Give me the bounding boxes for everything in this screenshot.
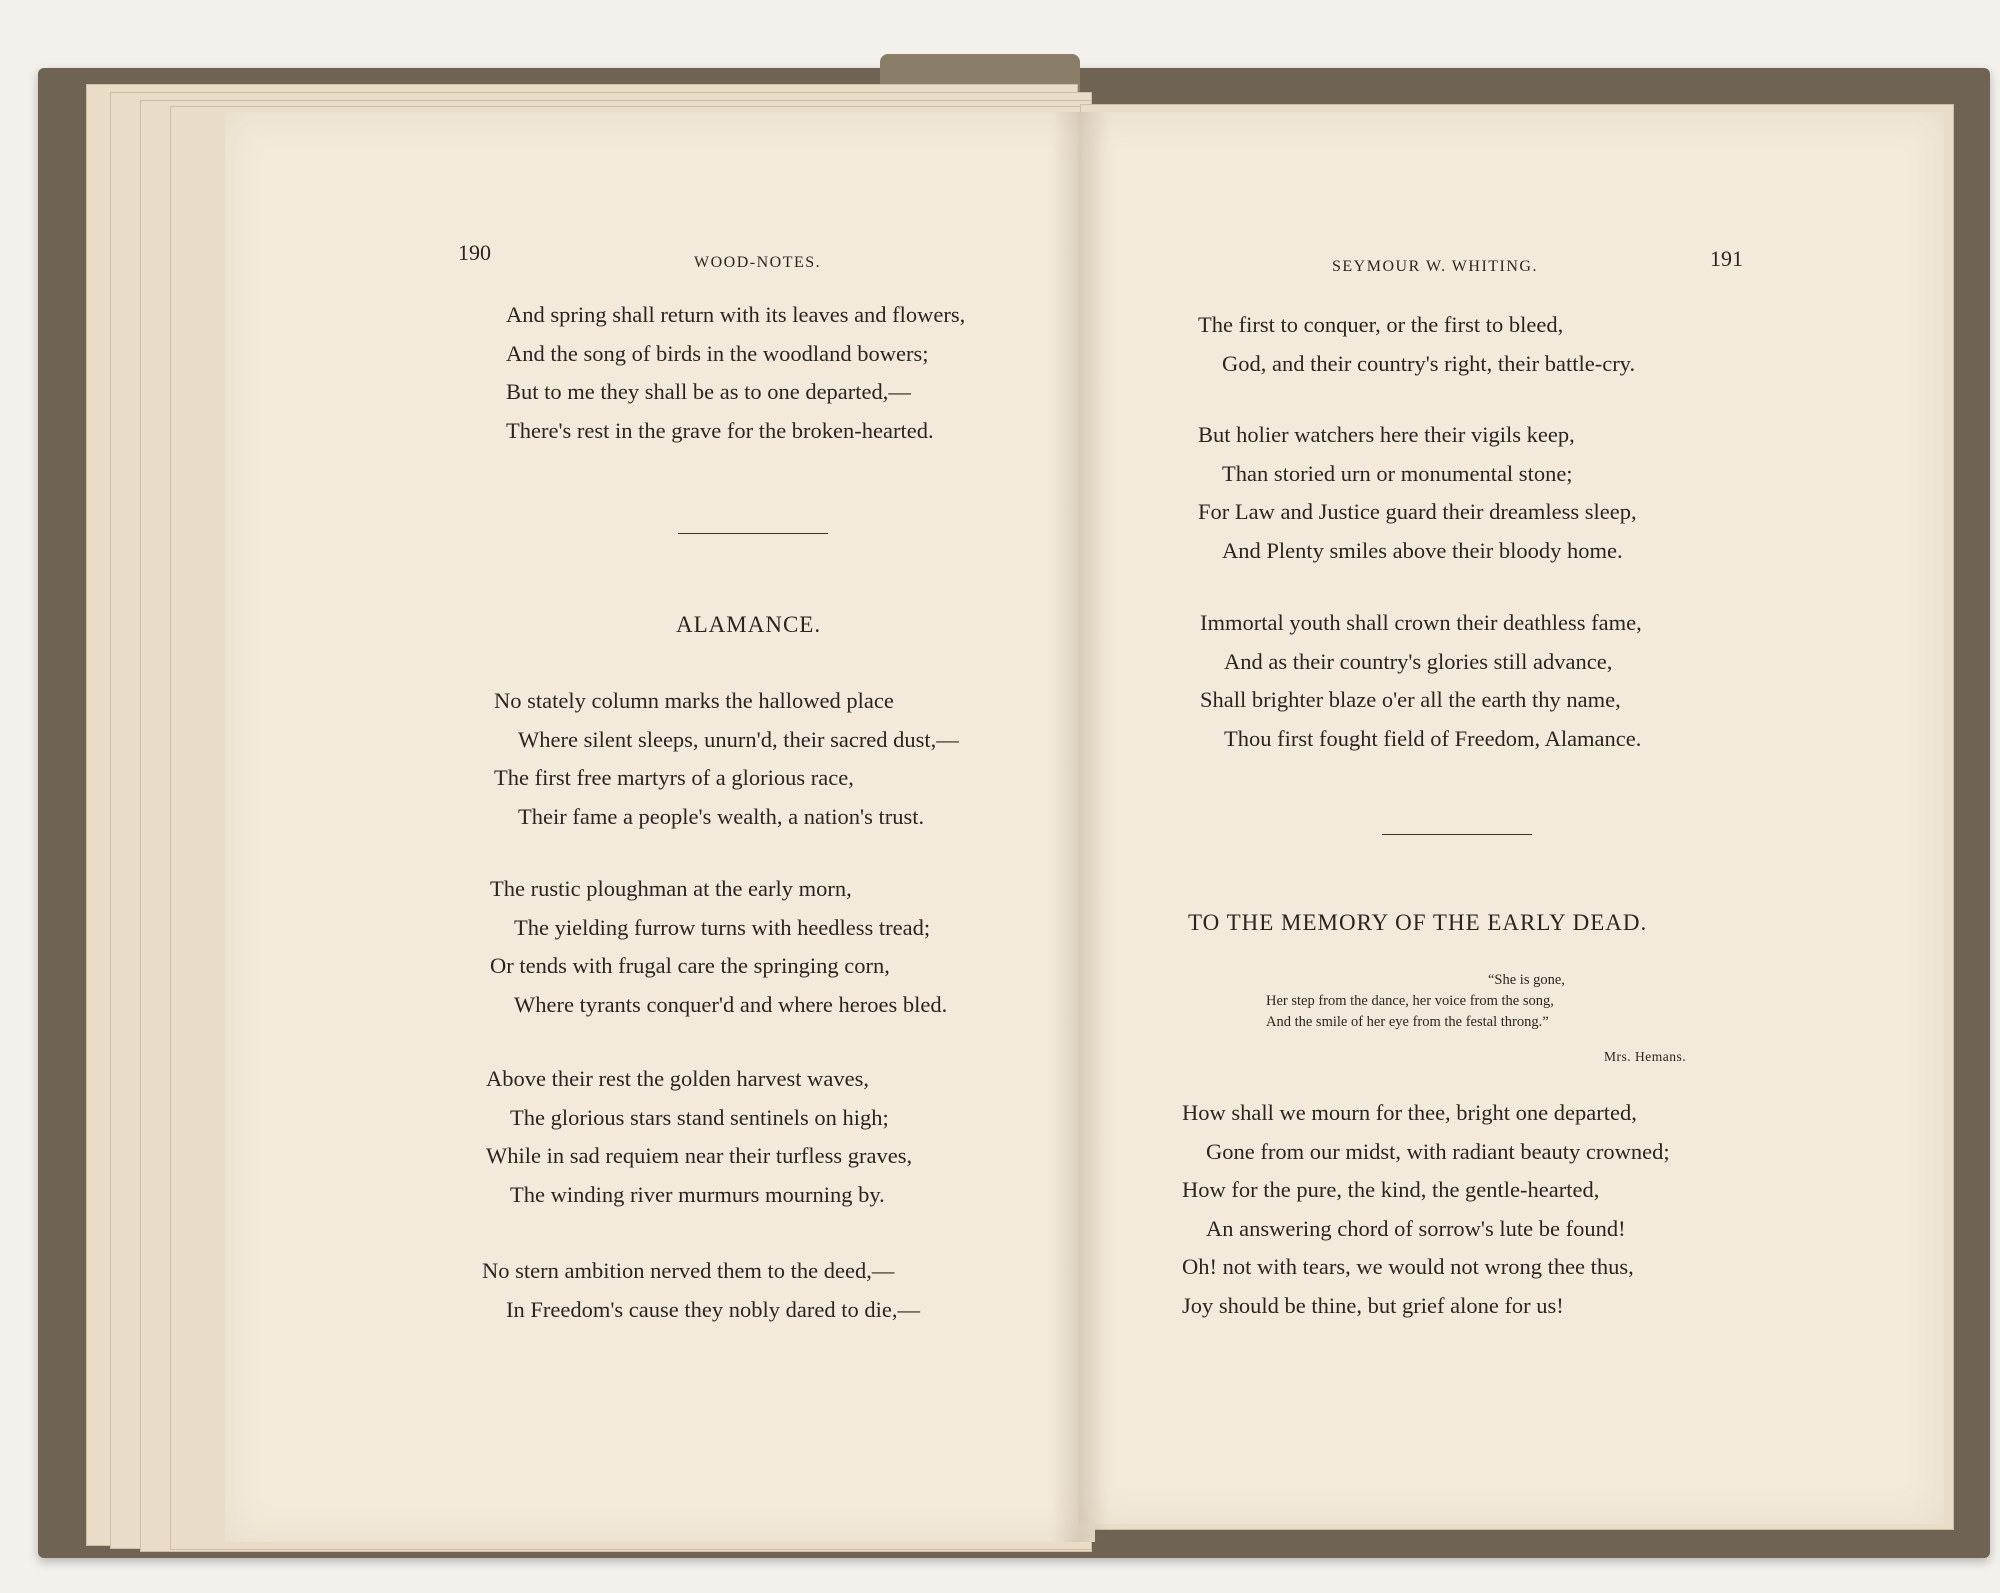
stanza [494, 682, 959, 836]
stanza [1182, 1094, 1670, 1325]
epigraph-line: “She is gone, [1488, 972, 1565, 988]
verse-line: While in sad requiem near their turfless graves, [486, 1143, 913, 1168]
stanza [1198, 416, 1637, 570]
verse-line: The rustic ploughman at the early morn, [490, 876, 852, 901]
verse-line: In Freedom's cause they nobly dared to die,— [506, 1296, 920, 1322]
section-divider [678, 533, 828, 534]
verse-line: For Law and Justice guard their dreamless sleep, [1198, 499, 1637, 524]
verse-line: No stern ambition nerved them to the deed,— [482, 1258, 895, 1283]
verse-line: How shall we mourn for thee, bright one departed, [1182, 1100, 1637, 1125]
verse-line: The first to conquer, or the first to bleed, [1198, 312, 1564, 337]
stanza [482, 1252, 920, 1329]
verse-line: Shall brighter blaze o'er all the earth thy name, [1200, 687, 1621, 712]
stanza [486, 1060, 912, 1214]
verse-line: Oh! not with tears, we would not wrong thee thus, [1182, 1254, 1634, 1279]
verse-line: The yielding furrow turns with heedless tread; [514, 914, 931, 940]
verse-line: But holier watchers here their vigils keep, [1198, 422, 1575, 447]
verse-line: Their fame a people's wealth, a nation's trust. [518, 803, 925, 829]
page-number: 190 [458, 240, 491, 265]
verse-line: God, and their country's right, their battle-cry. [1222, 350, 1636, 376]
verse-line: Thou first fought field of Freedom, Alamance. [1224, 725, 1642, 751]
epigraph-attribution: Mrs. Hemans. [1604, 1049, 1687, 1064]
stanza [506, 296, 965, 450]
verse-line: The winding river murmurs mourning by. [510, 1181, 885, 1207]
verse-line: And Plenty smiles above their bloody home. [1222, 537, 1623, 563]
epigraph [1266, 970, 1565, 1033]
verse-line: And spring shall return with its leaves and flowers, [506, 302, 966, 327]
page-number: 191 [1710, 246, 1743, 271]
epigraph-line: And the smile of her eye from the festal throng.” [1266, 1014, 1549, 1030]
verse-line: Or tends with frugal care the springing corn, [490, 953, 890, 978]
running-head: WOOD-NOTES. [694, 254, 822, 271]
poem-title: ALAMANCE. [676, 612, 822, 637]
gutter-shadow [1050, 112, 1110, 1542]
verse-line: Above their rest the golden harvest waves, [486, 1066, 870, 1091]
verse-line: The glorious stars stand sentinels on high; [510, 1104, 889, 1130]
verse-line: Where silent sleeps, unurn'd, their sacred dust,— [518, 726, 959, 752]
verse-line: But to me they shall be as to one departed,— [506, 379, 911, 404]
verse-line: Than storied urn or monumental stone; [1222, 460, 1573, 486]
verse-line: Joy should be thine, but grief alone for us! [1182, 1292, 1564, 1318]
verse-line: Where tyrants conquer'd and where heroes bled. [514, 991, 948, 1017]
stanza [1200, 604, 1642, 758]
section-divider [1382, 834, 1532, 835]
verse-line: An answering chord of sorrow's lute be found! [1206, 1215, 1626, 1241]
epigraph-line: Her step from the dance, her voice from the song, [1266, 993, 1554, 1009]
verse-line: The first free martyrs of a glorious race, [494, 765, 854, 790]
poem-title: TO THE MEMORY OF THE EARLY DEAD. [1188, 910, 1648, 935]
verse-line: Gone from our midst, with radiant beauty crowned; [1206, 1138, 1670, 1164]
verse-line: And the song of birds in the woodland bowers; [506, 340, 929, 366]
verse-line: How for the pure, the kind, the gentle-hearted, [1182, 1177, 1600, 1202]
stanza [490, 870, 947, 1024]
stanza [1198, 306, 1635, 383]
verse-line: No stately column marks the hallowed place [494, 688, 894, 713]
verse-line: And as their country's glories still advance, [1224, 648, 1613, 674]
running-head: SEYMOUR W. WHITING. [1332, 258, 1538, 275]
verse-line: There's rest in the grave for the broken-hearted. [506, 417, 934, 443]
verse-line: Immortal youth shall crown their deathless fame, [1200, 610, 1642, 635]
